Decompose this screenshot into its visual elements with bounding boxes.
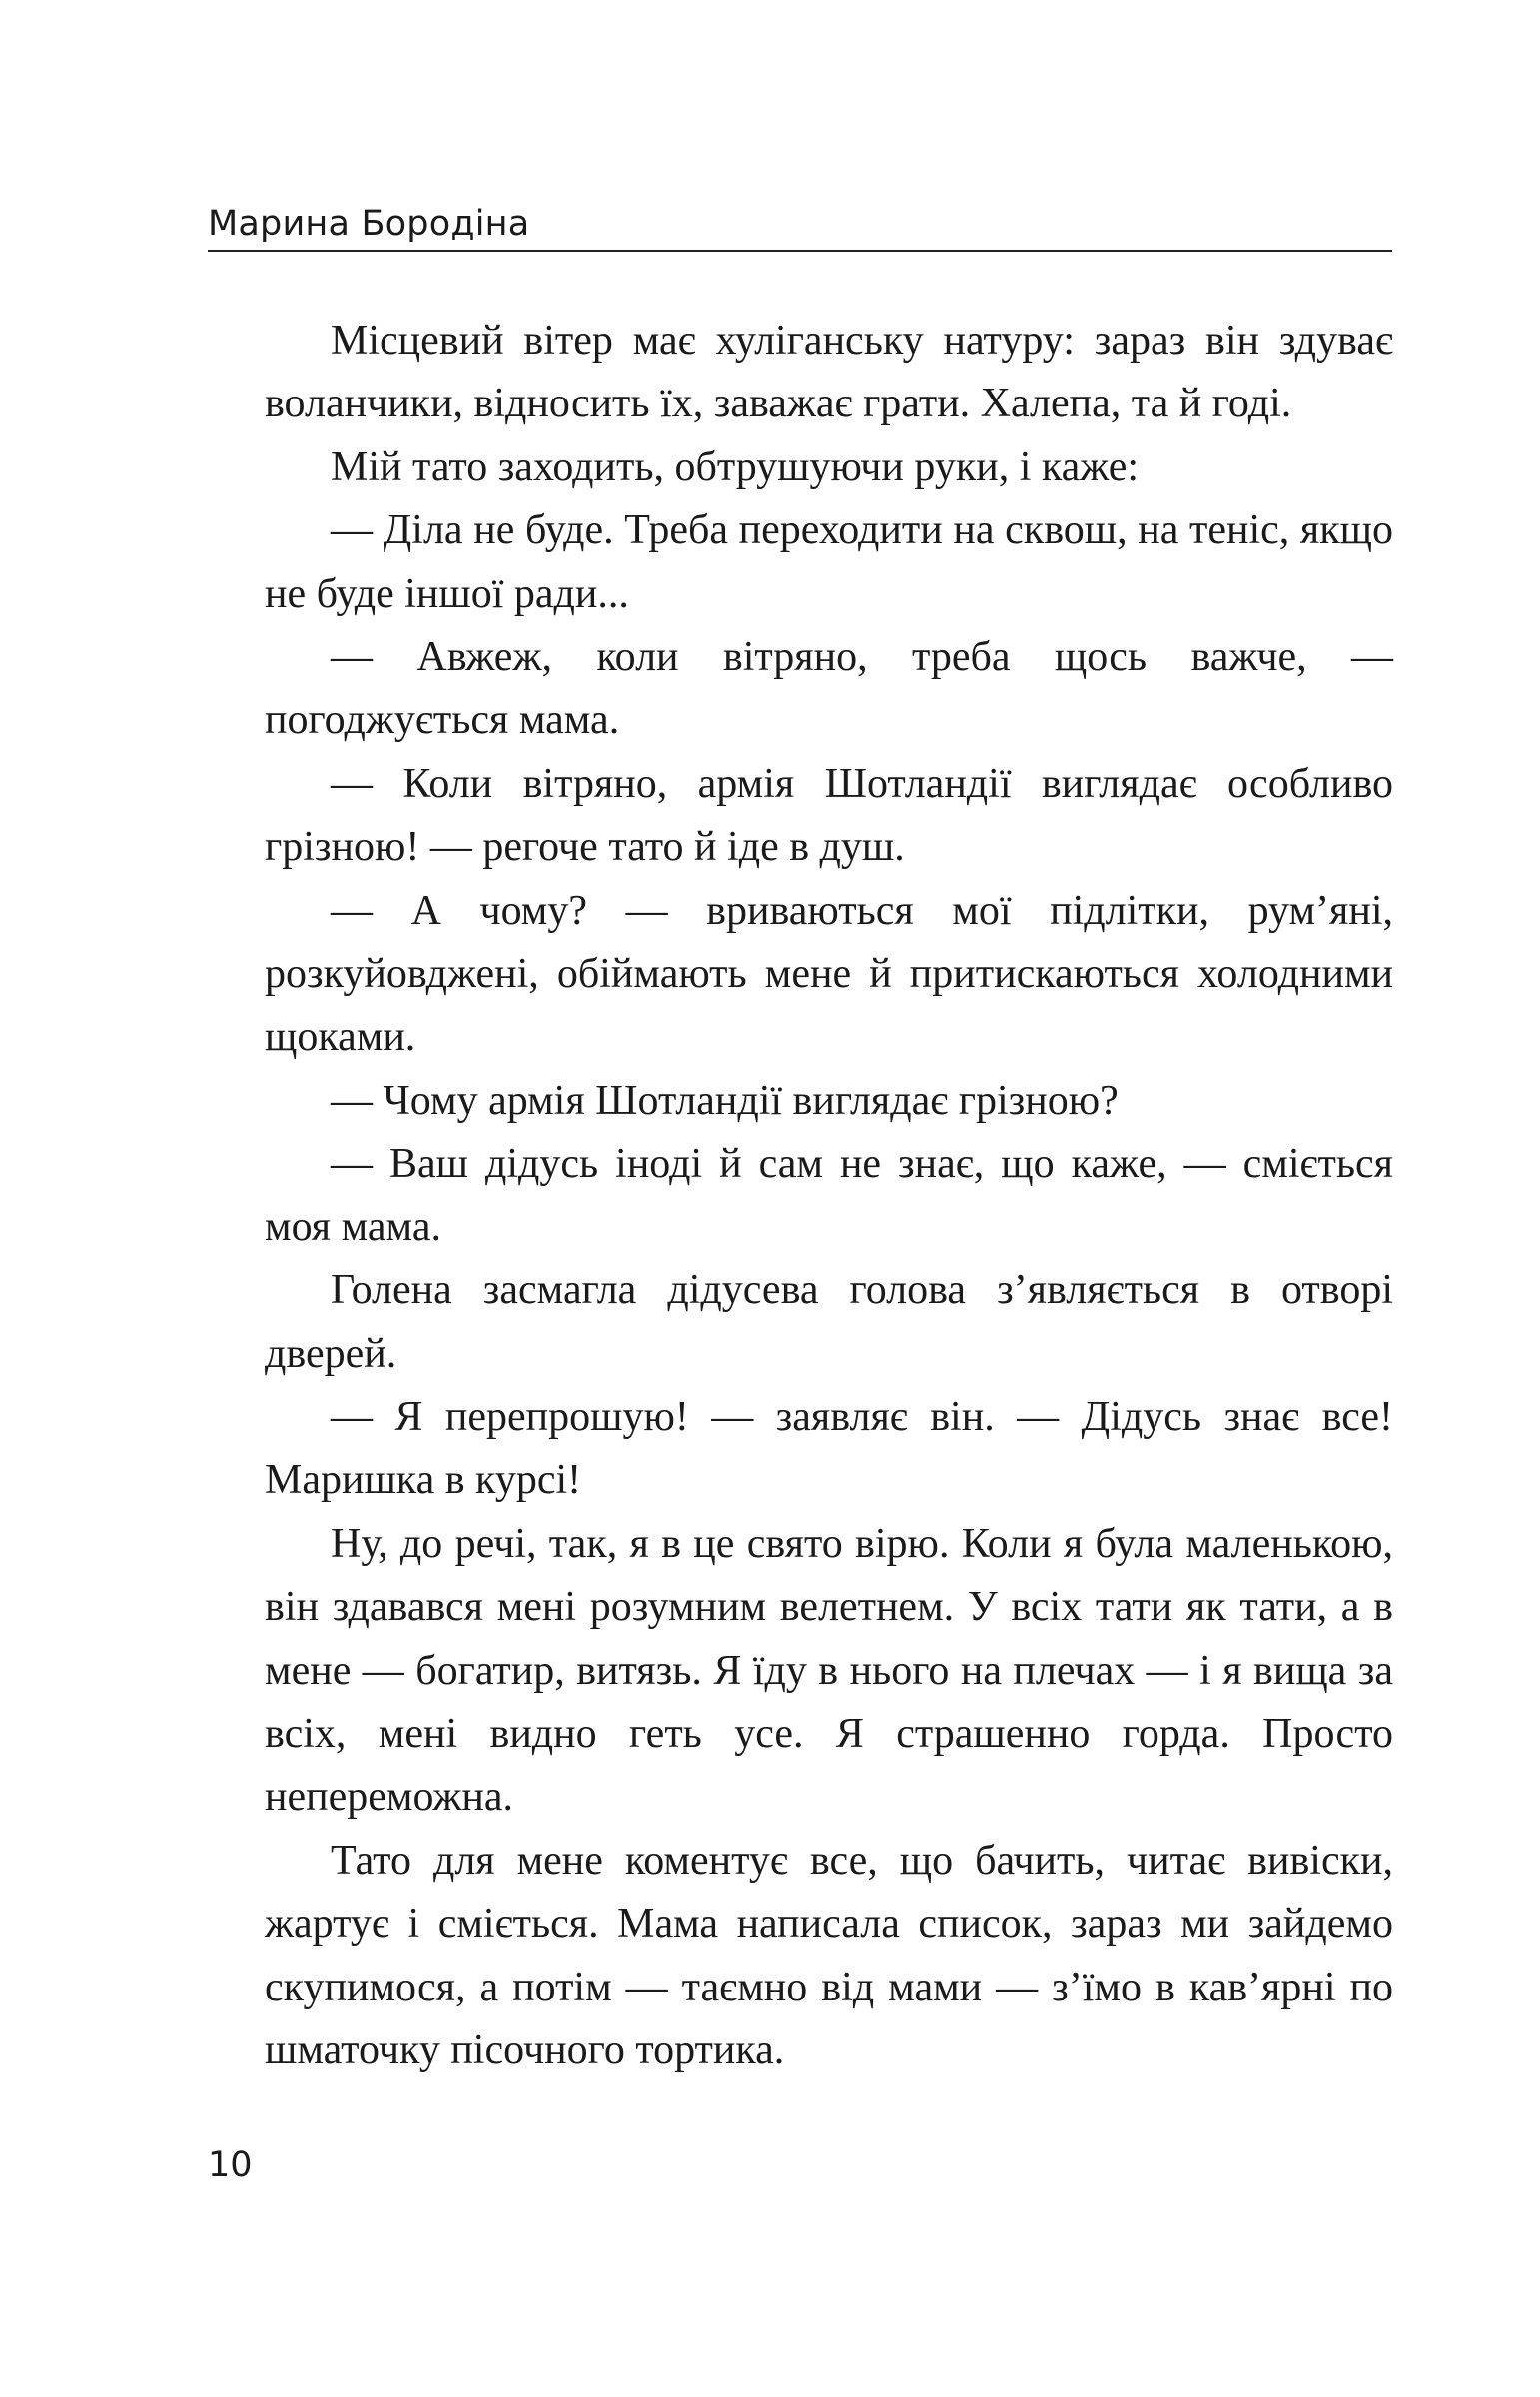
paragraph: — Ваш дідусь іноді й сам не знає, що каже, — сміється моя мама.	[265, 1141, 1393, 1250]
author-name: Марина Бородіна	[208, 204, 530, 244]
paragraph: Голена засмагла дідусева голова з’являється в отворі дверей.	[265, 1267, 1393, 1377]
paragraph: — Діла не буде. Треба переходити на сквош, на теніс, якщо не буде іншої ради...	[265, 507, 1393, 617]
paragraph: — Авжеж, коли вітряно, треба щось важче, — погоджується мама.	[265, 634, 1393, 744]
paragraph: Тато для мене коментує все, що бачить, читає вивіски, жартує і сміється. Мама написала список, зараз ми зайдемо скупимося, а потім — таємно від мами — з’їмо в кав’ярні по шматочку пісочного тортика.	[265, 1837, 1393, 2073]
paragraph: — Коли вітряно, армія Шотландії виглядає особливо грізною! — регоче тато й іде в душ.	[265, 760, 1393, 871]
paragraph: Місцевий вітер має хуліганську натуру: зараз він здуває воланчики, відносить їх, заважає грати. Халепа, та й годі.	[265, 318, 1393, 427]
paragraph: Ну, до речі, так, я в це свято вірю. Коли я була маленькою, він здавався мені розумним велетнем. У всіх тати як тати, а в мене — богатир, витязь. Я їду в нього на плечах — і я вища за всіх, мені видно геть усе. Я страшенно горда. Просто непереможна.	[265, 1520, 1393, 1821]
paragraph: — Чому армія Шотландії виглядає грізною?	[331, 1077, 1119, 1124]
paragraph: — А чому? — вриваються мої підлітки, рум’яні, розкуйовджені, обіймають мене й притискаються холодними щоками.	[265, 887, 1393, 1061]
paragraph: — Я перепрошую! — заявляє він. — Дідусь знає все! Маришка в курсі!	[265, 1393, 1393, 1504]
page-number: 10	[208, 2145, 253, 2185]
body-text	[265, 310, 1393, 2082]
paragraph: Мій тато заходить, обтрушуючи руки, і каже:	[331, 443, 1140, 490]
running-head	[208, 198, 1392, 252]
